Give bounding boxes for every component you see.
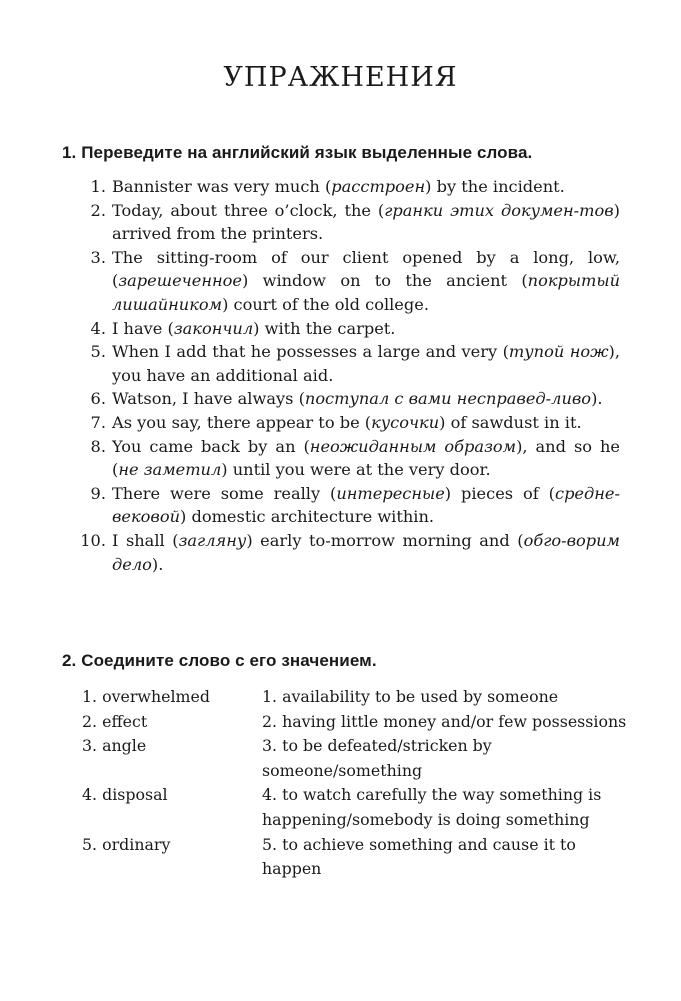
- english-text: When I add that he possesses a large and very (: [112, 342, 509, 362]
- item-text: [112, 246, 620, 317]
- item-number: 7.: [90, 412, 106, 432]
- exercise-1-item: [80, 175, 620, 199]
- english-text: The sitting-room of our client opened by a long, low, (: [112, 247, 620, 291]
- exercise-1-item: [80, 387, 620, 411]
- exercise-1-item: [80, 340, 620, 387]
- english-text: ) until you were at the very door.: [221, 460, 491, 480]
- english-text: ).: [591, 389, 603, 409]
- matching-word: 5. ordinary: [82, 834, 171, 854]
- russian-phrase: тупой нож: [508, 342, 609, 362]
- exercise-2-heading: 2. Соедините слово с его значением.: [62, 651, 377, 670]
- english-text: ), you have an additional aid.: [112, 342, 620, 385]
- english-text: You came back by an (: [112, 436, 310, 456]
- matching-definition: 3. to be defeated/stricken by someone/something: [262, 736, 492, 780]
- exercise-1-item: [80, 246, 620, 317]
- item-text: [112, 529, 620, 576]
- matching-definition: 2. having little money and/or few possessions: [262, 711, 627, 731]
- english-text: Today, about three o’clock, the (: [112, 200, 385, 220]
- matching-word: 2. effect: [82, 711, 148, 731]
- item-text: [112, 317, 620, 341]
- matching-definition: 5. to achieve something and cause it to happen: [262, 834, 576, 879]
- english-text: ) court of the old college.: [222, 294, 429, 314]
- item-text: [112, 482, 620, 529]
- english-text: ), and so he (: [112, 436, 620, 480]
- item-number: 5.: [90, 342, 106, 362]
- matching-row: [82, 734, 627, 783]
- russian-phrase: покрытый лишайником: [112, 271, 620, 314]
- item-number: 8.: [90, 436, 106, 456]
- russian-phrase: поступал с вами несправед-ливо: [304, 389, 592, 409]
- item-number: 4.: [90, 318, 106, 338]
- english-text: Watson, I have always (: [112, 389, 305, 409]
- russian-phrase: закончил: [173, 318, 254, 338]
- exercise-1-item: [80, 317, 620, 341]
- page-title: УПРАЖНЕНИЯ: [223, 62, 458, 93]
- item-number: 6.: [90, 389, 106, 409]
- matching-definition: 4. to watch carefully the way something is happening/somebody is doing something: [262, 785, 602, 829]
- exercise-1-item: [80, 411, 620, 435]
- exercise-1-list: [80, 175, 620, 576]
- matching-row: [82, 833, 627, 882]
- english-text: ) domestic architecture within.: [180, 507, 435, 527]
- exercise-1-item: [80, 482, 620, 529]
- english-text: ) window on to the ancient (: [241, 271, 528, 291]
- russian-phrase: гранки этих докумен-тов: [384, 200, 614, 220]
- russian-phrase: расстроен: [331, 177, 426, 196]
- item-text: [112, 199, 620, 246]
- english-text: ) arrived from the printers.: [112, 200, 620, 244]
- english-text: ) early to-morrow morning and (: [246, 530, 524, 550]
- item-number: 9.: [90, 483, 106, 503]
- english-text: As you say, there appear to be (: [112, 412, 372, 432]
- exercise-1-item: [80, 435, 620, 482]
- item-number: 1.: [90, 177, 106, 196]
- english-text: There were some really (: [112, 483, 337, 503]
- english-text: ) pieces of (: [444, 483, 555, 503]
- item-number: 2.: [90, 200, 106, 220]
- matching-word: 1. overwhelmed: [82, 687, 210, 706]
- item-text: [112, 175, 620, 199]
- russian-phrase: средне-вековой: [112, 483, 620, 527]
- exercise-1-item: [80, 199, 620, 246]
- exercise-1-item: [80, 529, 620, 576]
- matching-row: [82, 783, 627, 832]
- matching-table: [82, 685, 627, 882]
- matching-word: 3. angle: [82, 736, 147, 756]
- russian-phrase: обго-ворим дело: [112, 530, 620, 574]
- english-text: I have (: [112, 318, 174, 338]
- exercise-1-heading: 1. Переведите на английский язык выделенные слова.: [62, 143, 533, 162]
- russian-phrase: кусочки: [371, 412, 440, 432]
- item-number: 10.: [80, 530, 106, 550]
- russian-phrase: загляну: [178, 530, 247, 550]
- russian-phrase: неожиданным образом: [309, 436, 517, 456]
- english-text: ).: [151, 554, 164, 574]
- item-text: [112, 387, 620, 411]
- english-text: ) with the carpet.: [253, 318, 396, 338]
- item-text: [112, 435, 620, 482]
- russian-phrase: интересные: [336, 483, 445, 503]
- item-number: 3.: [90, 247, 106, 267]
- matching-word: 4. disposal: [82, 785, 168, 805]
- matching-definition: 1. availability to be used by someone: [262, 687, 559, 706]
- english-text: ) of sawdust in it.: [439, 412, 582, 432]
- item-text: [112, 340, 620, 387]
- russian-phrase: не заметил: [118, 460, 222, 480]
- english-text: Bannister was very much (: [112, 177, 332, 196]
- english-text: I shall (: [112, 530, 179, 550]
- item-text: [112, 411, 620, 435]
- english-text: ) by the incident.: [425, 177, 565, 196]
- matching-row: [82, 710, 627, 735]
- matching-row: [82, 685, 627, 710]
- russian-phrase: зарешеченное: [118, 271, 242, 291]
